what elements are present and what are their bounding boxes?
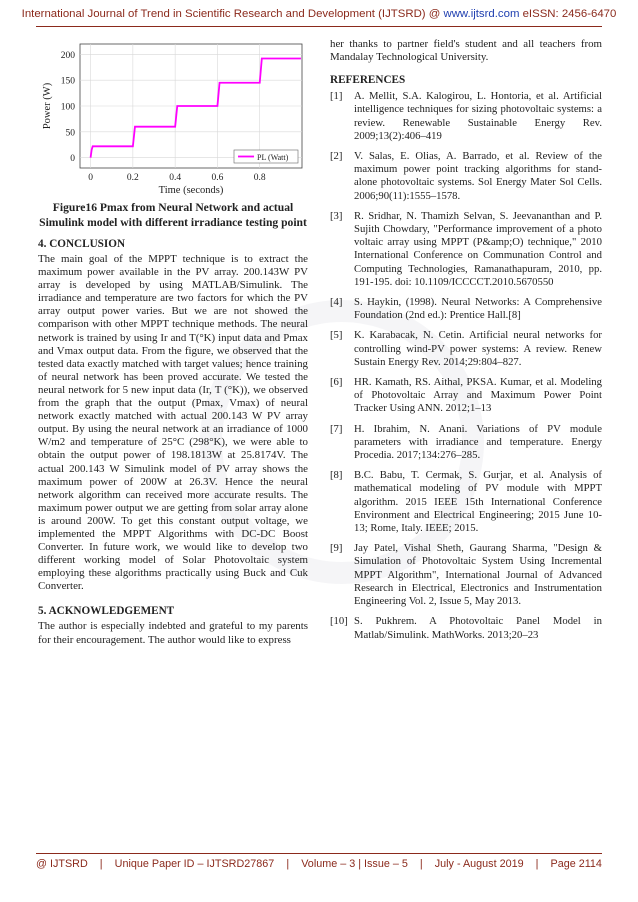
power-time-chart [38,38,308,198]
footer-volume: Volume – 3 | Issue – 5 [301,858,408,870]
reference-item [330,210,602,289]
footer-page-number: Page 2114 [550,858,602,870]
y-tick-label: 50 [65,128,75,139]
conclusion-text: The main goal of the MPPT technique is to extract the maximum power available in the PV array. 200.143W PV array is developed by using MATLAB/Simulink. The irradiance and temperature are two factors for which the PV array output power varies. But we are not showed the comparison with other MPPT technique methods. The neural network is trained by using Ir and T(°K) input data and Pmax and Vmax output data. From the figure, we observed that the tested data exactly matched with target values; hence training of neural network has been proved accurate. We tested the neural network for 5 new input data (Ir, T (°K)), we observed from the graph that the output (Pmax, Vmax) of neural network exactly matched with actual 200.143 W PV array output. By using the neural network at an irradiance of 1000 W/m2 and temperature of 25°C (298°K), we were able to obtain the output power of 198.1813W at 25.8174V. The actual 200.143 W Simulink model of PV array shows the maximum power of 200W at 26.3V. Hence the neural network algorithm can received more accurate results. The maximum power output we are getting from solar array alone is around 200W. To get this constant output voltage, we implemented the MPPT Algorithms with DC-DC Boost Converter. In future work, we would like to develop two different working model of Solar Photovoltaic system employing these algorithms practically using Buck and Cuk Converter. [38,253,308,593]
footer-separator: | [99,858,103,870]
reference-item [330,90,602,143]
y-tick-label: 150 [60,76,75,87]
reference-text: A. Mellit, S.A. Kalogirou, L. Hontoria, et al. Artificial intelligence techniques for sizing photovoltaic systems: a review. Renewable Sustainable Energy Rev. 2009;13(2):406–419 [354,90,602,142]
reference-number: [5] [330,329,343,342]
reference-text: R. Sridhar, N. Thamizh Selvan, S. Jeevananthan and P. Sujith Chowdary, "Performance improvement of a photo voltaic array using MPPT (P&amp;O) technique," 2010 International Conference on Communation Control and Computing Technologies, Ramanathapuram, 2010, pp. 191-195. doi: 10.1109/ICCCCT.2010.5670550 [354,209,602,288]
reference-number: [2] [330,150,343,162]
reference-number: [3] [330,209,343,222]
acknowledgement-heading: 5. ACKNOWLEDGEMENT [38,605,175,618]
references-heading: REFERENCES [330,74,406,87]
reference-number: [6] [330,376,343,389]
footer-site: @ IJTSRD [36,858,88,870]
journal-eissn: eISSN: 2456-6470 [519,8,617,20]
reference-number: [7] [330,422,343,435]
reference-number: [4] [330,296,343,309]
x-tick-label: 0.6 [211,173,224,183]
y-tick-label: 100 [60,102,75,113]
reference-item [330,469,602,535]
reference-text: S. Haykin, (1998). Neural Networks: A Comprehensive Foundation (2nd ed.): Prentice Hall.[8] [354,296,602,322]
figure-chart [38,38,308,198]
footer-separator: | [286,858,290,870]
footer-divider [36,853,602,854]
journal-header [0,8,638,20]
x-tick-label: 0.4 [169,173,182,183]
legend-label: PL (Watt) [257,153,289,162]
x-tick-label: 0 [88,173,93,183]
reference-text: V. Salas, E. Olias, A. Barrado, et al. Review of the maximum power point tracking algorithms for stand-alone photovoltaic systems. Sol Energy Mater Sol Cells. 2006;90(11):1555–1578. [354,150,602,202]
reference-text: H. Ibrahim, N. Anani. Variations of PV module parameters with irradiance and temperature. Energy Procedia. 2017;134:276–285. [354,422,602,462]
left-column [38,38,308,647]
reference-item [330,296,602,322]
reference-text: B.C. Babu, T. Cermak, S. Gurjar, et al. Analysis of mathematical modeling of PV module with MPPT algorithm. 2015 IEEE 15th International Conference Environment and Electrical Engineering; 2015 June 10-13; Rome, Italy. IEEE; 2015. [354,469,602,535]
x-axis-label: Time (seconds) [158,185,224,196]
reference-number: [1] [330,90,343,103]
reference-list [330,90,602,642]
y-tick-label: 200 [60,50,75,61]
header-divider [36,26,602,27]
reference-text: K. Karabacak, N. Cetin. Artificial neural networks for controlling wind-PV power systems: A review. Renew Sustain Energy Rev. 2014;29:804–827. [354,329,602,368]
footer-date: July - August 2019 [434,858,524,870]
right-column [330,38,602,649]
y-axis-label: Power (W) [42,82,53,130]
conclusion-heading: 4. CONCLUSION [38,238,126,250]
x-tick-label: 0.8 [253,173,266,183]
reference-number: [10] [330,615,348,628]
acknowledgement-continued: her thanks to partner field's student and all teachers from Mandalay Technological University. [330,38,602,64]
reference-item [330,376,602,416]
page-footer [36,858,602,870]
figure-caption: Figure16 Pmax from Neural Network and actual Simulink model with different irradiance testing point [39,201,307,229]
journal-name: International Journal of Trend in Scientific Research and Development (IJTSRD) @ [21,8,444,20]
footer-separator: | [535,858,539,870]
footer-separator: | [419,858,423,870]
acknowledgement-text: The author is especially indebted and grateful to my parents for their encouragement. The author would like to express [38,620,308,646]
reference-item [330,615,602,641]
reference-text: HR. Kamath, RS. Aithal, PKSA. Kumar, et al. Modeling of Photovoltaic Array and Maximum Power Point Tracker Using ANN. 2012;1–13 [354,376,602,415]
reference-text: Jay Patel, Vishal Sheth, Gaurang Sharma, "Design & Simulation of Photovoltaic System Using Incremental MPPT Algorithm", International Journal of Advanced Research in Electrical, Electronics and Instrumentation Engineering Vol. 2, Issue 5, May 2013. [354,542,602,608]
footer-paper-id: Unique Paper ID – IJTSRD27867 [114,858,275,870]
reference-item [330,423,602,463]
reference-item [330,150,602,203]
y-tick-label: 0 [70,154,75,165]
reference-item [330,329,602,369]
reference-text: S. Pukhrem. A Photovoltaic Panel Model in Matlab/Simulink. MathWorks. 2013;20–23 [354,615,602,641]
reference-item [330,542,602,608]
journal-url-link[interactable]: www.ijtsrd.com [443,8,520,20]
x-tick-label: 0.2 [126,173,139,183]
reference-number: [9] [330,542,343,555]
reference-number: [8] [330,469,343,482]
